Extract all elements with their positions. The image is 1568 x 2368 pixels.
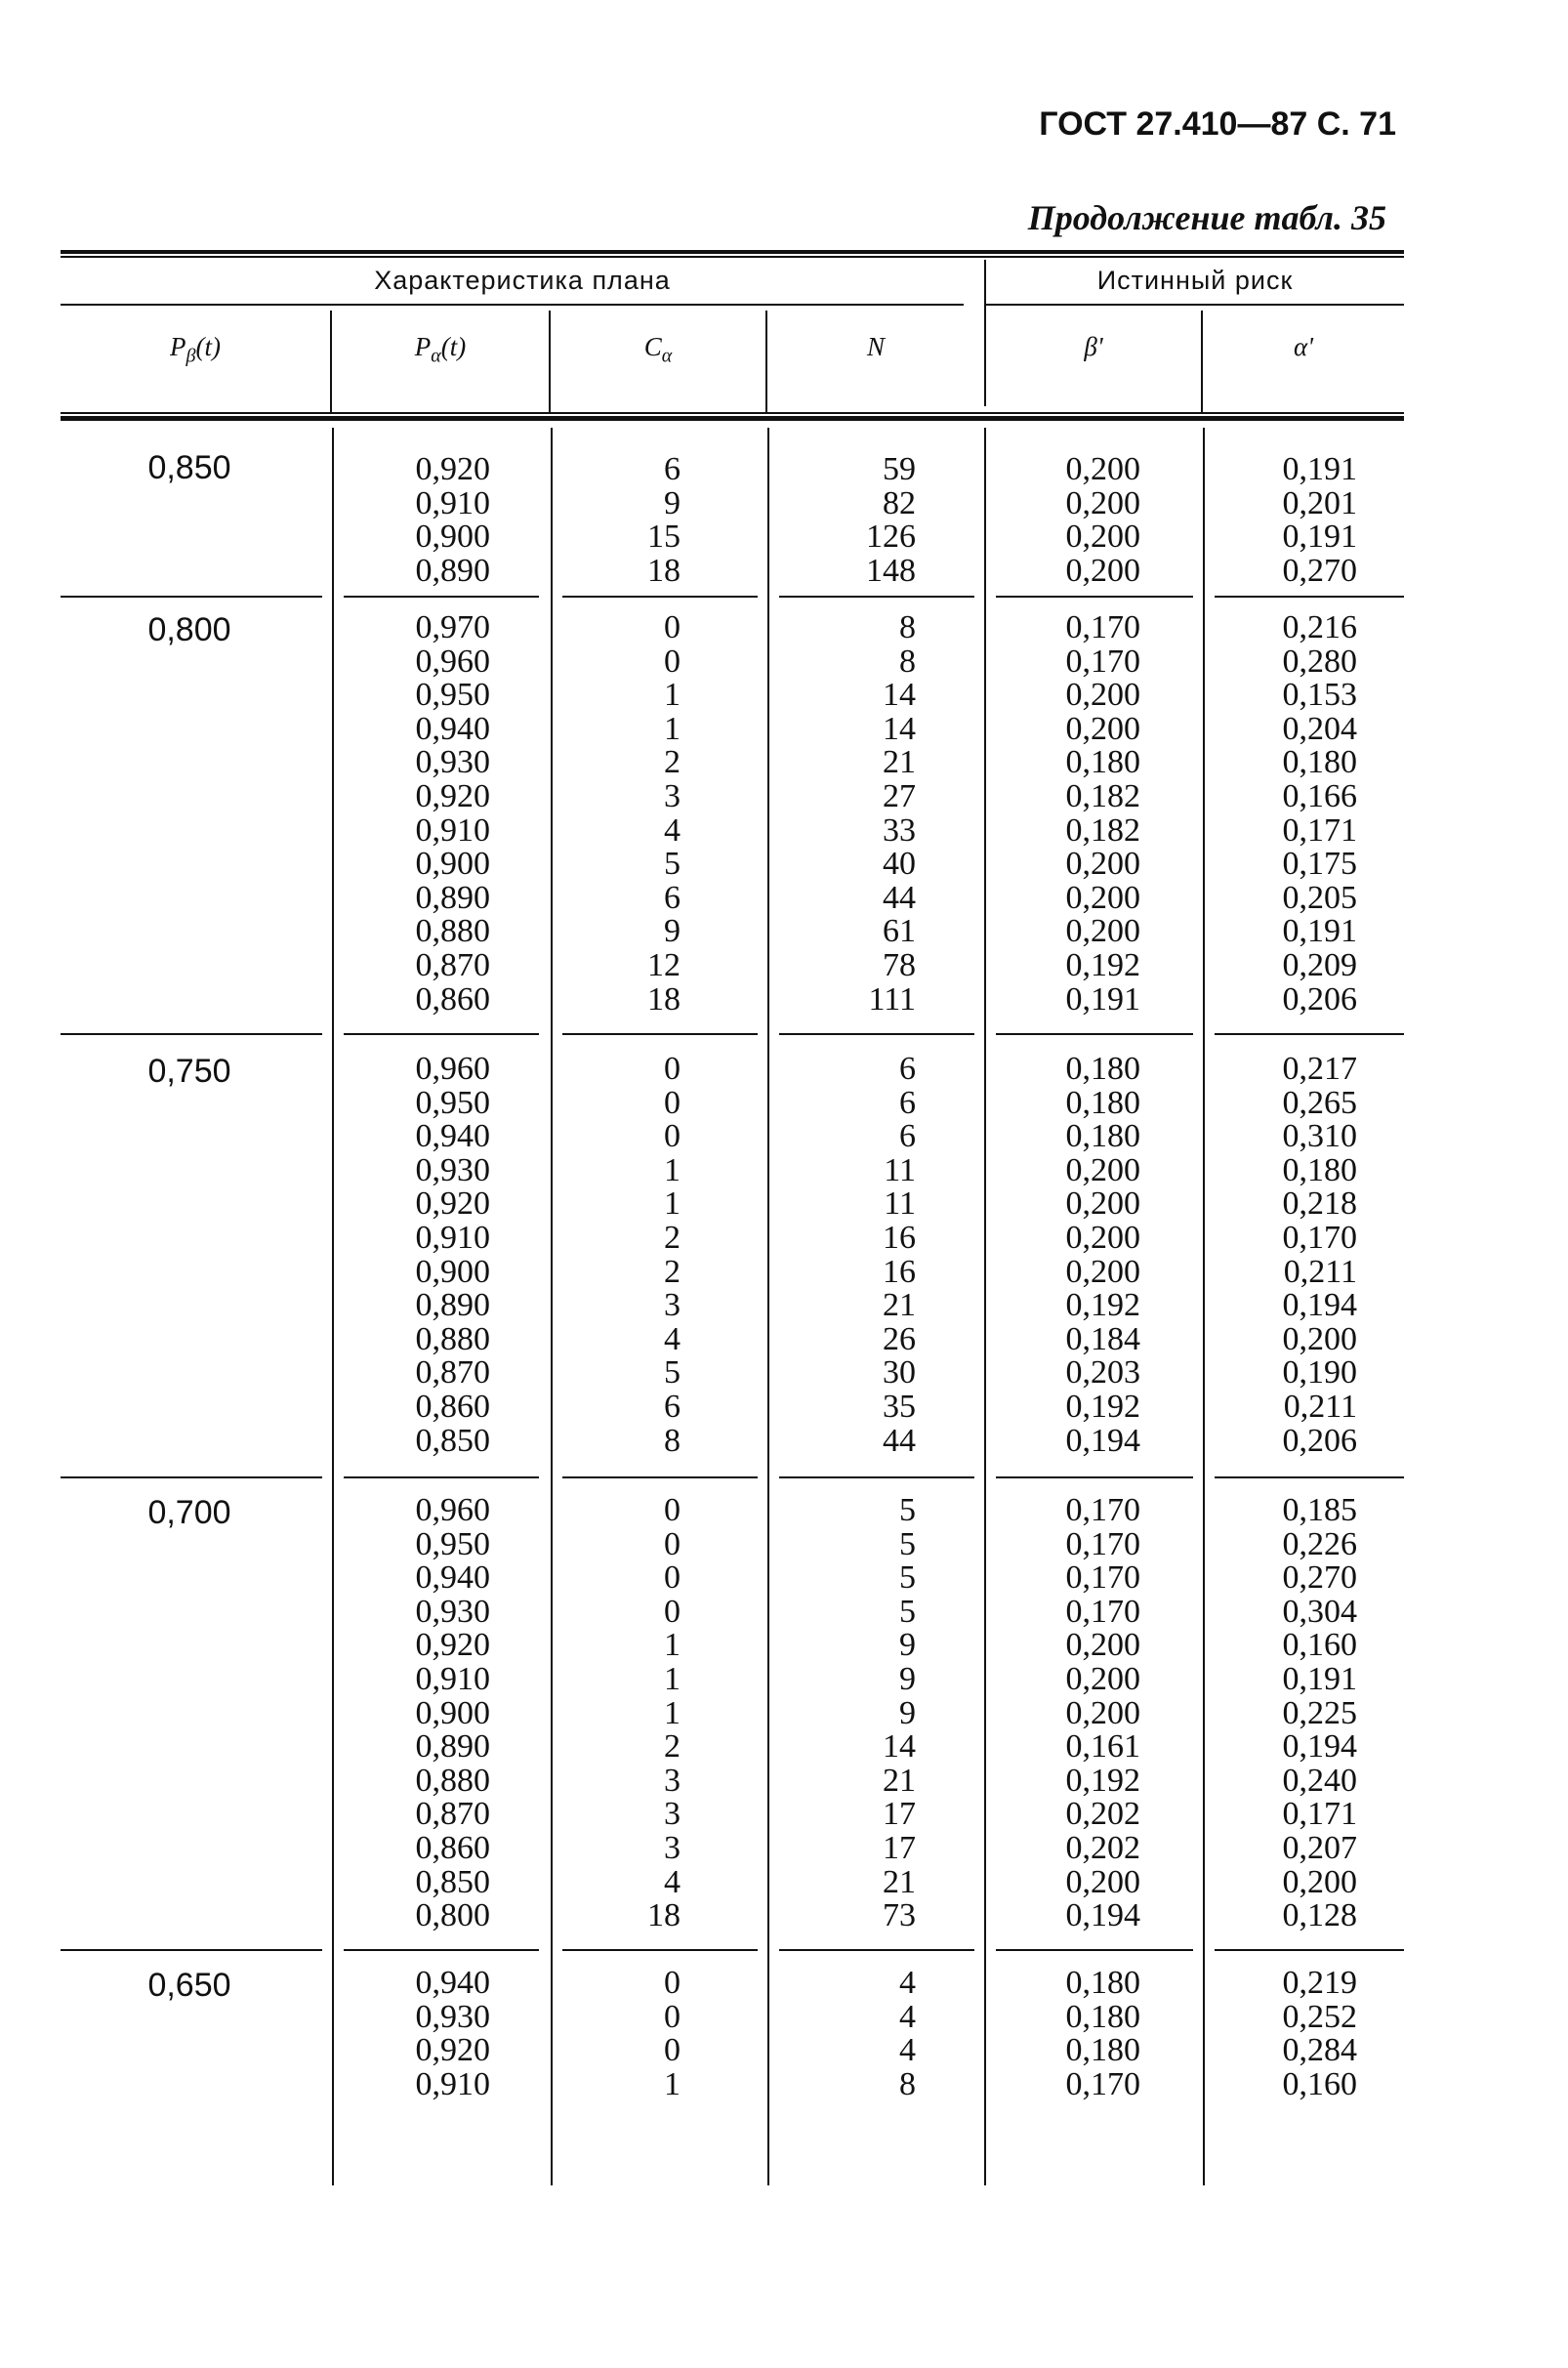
cell-alpha-true: 0,171 (1282, 1796, 1357, 1833)
cell-beta-true: 0,194 (1065, 1897, 1140, 1934)
group-label-p-beta: 0,850 (147, 449, 231, 486)
cell-alpha-true: 0,310 (1282, 1118, 1357, 1155)
cell-c-alpha: 3 (664, 1287, 681, 1324)
cell-n: 17 (883, 1796, 916, 1833)
group-separator-rule (1215, 1033, 1404, 1035)
cell-n: 16 (883, 1220, 916, 1256)
cell-beta-true: 0,203 (1065, 1354, 1140, 1392)
cell-beta-true: 0,180 (1065, 1118, 1140, 1155)
cell-alpha-true: 0,185 (1282, 1492, 1357, 1528)
cell-alpha-true: 0,211 (1283, 1253, 1357, 1290)
cell-n: 14 (883, 677, 916, 714)
group-separator-rule (61, 1476, 322, 1478)
group-label-p-beta: 0,700 (147, 1494, 231, 1531)
group-header-plan: Характеристика плана (374, 266, 671, 295)
cell-p-alpha: 0,890 (415, 879, 490, 916)
cell-c-alpha: 0 (664, 1118, 681, 1155)
cell-p-alpha: 0,900 (415, 519, 490, 556)
group-separator-rule (996, 1033, 1193, 1035)
cell-beta-true: 0,200 (1065, 451, 1140, 487)
cell-c-alpha: 9 (664, 484, 681, 521)
cell-n: 9 (899, 1661, 916, 1697)
cell-p-alpha: 0,860 (415, 1389, 490, 1425)
group-separator-rule (344, 596, 539, 598)
cell-n: 21 (883, 744, 916, 781)
cell-beta-true: 0,182 (1065, 811, 1140, 849)
cell-alpha-true: 0,191 (1282, 913, 1357, 950)
cell-beta-true: 0,200 (1065, 846, 1140, 883)
cell-n: 82 (883, 484, 916, 521)
cell-n: 14 (883, 710, 916, 747)
cell-alpha-true: 0,280 (1282, 643, 1357, 680)
cell-n: 9 (899, 1627, 916, 1664)
cell-c-alpha: 0 (664, 1965, 681, 2001)
cell-beta-true: 0,180 (1065, 1051, 1140, 1087)
cell-alpha-true: 0,218 (1282, 1185, 1357, 1223)
cell-p-alpha: 0,920 (415, 1627, 490, 1664)
col-header-c-alpha: $C_\alpha$ (643, 332, 673, 367)
cell-beta-true: 0,170 (1065, 643, 1140, 680)
cell-alpha-true: 0,128 (1282, 1897, 1357, 1934)
cell-alpha-true: 0,160 (1282, 2065, 1357, 2102)
group-header-risk: Истинный риск (1096, 266, 1294, 295)
cell-c-alpha: 0 (664, 643, 681, 680)
cell-alpha-true: 0,191 (1282, 451, 1357, 487)
header-bottom-rule-thick (61, 416, 1404, 421)
group-separator-rule (1215, 1476, 1404, 1478)
cell-n: 61 (883, 913, 916, 950)
cell-p-alpha: 0,860 (415, 980, 490, 1018)
cell-p-alpha: 0,920 (415, 778, 490, 814)
cell-p-alpha: 0,940 (415, 710, 490, 747)
cell-alpha-true: 0,171 (1282, 811, 1357, 849)
cell-c-alpha: 3 (664, 1796, 681, 1833)
group-separator-rule (779, 596, 974, 598)
cell-n: 5 (899, 1593, 916, 1630)
cell-alpha-true: 0,180 (1282, 744, 1357, 781)
cell-n: 5 (899, 1559, 916, 1597)
cell-alpha-true: 0,153 (1282, 677, 1357, 714)
cell-n: 44 (883, 879, 916, 916)
cell-p-alpha: 0,950 (415, 1525, 490, 1562)
cell-c-alpha: 1 (664, 1627, 681, 1664)
cell-beta-true: 0,200 (1065, 519, 1140, 556)
cell-c-alpha: 3 (664, 1762, 681, 1799)
cell-p-alpha: 0,930 (415, 1151, 490, 1188)
cell-n: 44 (883, 1422, 916, 1459)
cell-beta-true: 0,180 (1065, 2032, 1140, 2069)
cell-p-alpha: 0,910 (415, 484, 490, 521)
cell-c-alpha: 0 (664, 1084, 681, 1121)
cell-n: 21 (883, 1287, 916, 1324)
cell-p-alpha: 0,930 (415, 1593, 490, 1630)
cell-n: 4 (899, 1965, 916, 2001)
cell-p-alpha: 0,900 (415, 846, 490, 883)
cell-p-alpha: 0,920 (415, 2032, 490, 2069)
cell-c-alpha: 1 (664, 1185, 681, 1223)
cell-n: 6 (899, 1118, 916, 1155)
cell-c-alpha: 8 (664, 1422, 681, 1459)
cell-c-alpha: 6 (664, 1389, 681, 1425)
cell-beta-true: 0,170 (1065, 609, 1140, 645)
cell-alpha-true: 0,191 (1282, 1661, 1357, 1697)
cell-alpha-true: 0,206 (1282, 980, 1357, 1018)
cell-c-alpha: 4 (664, 811, 681, 849)
cell-beta-true: 0,180 (1065, 1998, 1140, 2035)
cell-alpha-true: 0,225 (1282, 1694, 1357, 1731)
group-label-p-beta: 0,800 (147, 611, 231, 648)
cell-p-alpha: 0,930 (415, 744, 490, 781)
cell-alpha-true: 0,265 (1282, 1084, 1357, 1121)
cell-c-alpha: 0 (664, 1525, 681, 1562)
cell-n: 26 (883, 1320, 916, 1357)
group-separator-rule (779, 1033, 974, 1035)
page-header: ГОСТ 27.410—87 С. 71 (1039, 105, 1396, 143)
cell-beta-true: 0,200 (1065, 677, 1140, 714)
cell-n: 4 (899, 2032, 916, 2069)
cell-p-alpha: 0,900 (415, 1253, 490, 1290)
cell-p-alpha: 0,890 (415, 552, 490, 589)
cell-n: 78 (883, 947, 916, 983)
cell-beta-true: 0,200 (1065, 552, 1140, 589)
cell-c-alpha: 1 (664, 1694, 681, 1731)
cell-beta-true: 0,202 (1065, 1796, 1140, 1833)
cell-alpha-true: 0,252 (1282, 1998, 1357, 2035)
cell-c-alpha: 0 (664, 1051, 681, 1087)
cell-c-alpha: 18 (647, 1897, 681, 1934)
cell-p-alpha: 0,800 (415, 1897, 490, 1934)
header-bottom-rule (61, 412, 1404, 414)
cell-beta-true: 0,200 (1065, 1185, 1140, 1223)
cell-c-alpha: 3 (664, 1830, 681, 1866)
cell-alpha-true: 0,160 (1282, 1627, 1357, 1664)
cell-n: 8 (899, 2065, 916, 2102)
cell-c-alpha: 0 (664, 1492, 681, 1528)
cell-c-alpha: 3 (664, 778, 681, 814)
cell-n: 21 (883, 1762, 916, 1799)
group-separator-rule (779, 1476, 974, 1478)
col-header-p-beta: $P_\beta(t)$ (170, 332, 221, 367)
group-separator-rule (562, 596, 758, 598)
cell-alpha-true: 0,217 (1282, 1051, 1357, 1087)
cell-p-alpha: 0,960 (415, 1492, 490, 1528)
cell-alpha-true: 0,170 (1282, 1220, 1357, 1256)
cell-n: 6 (899, 1084, 916, 1121)
cell-n: 40 (883, 846, 916, 883)
cell-alpha-true: 0,284 (1282, 2032, 1357, 2069)
cell-n: 8 (899, 643, 916, 680)
cell-p-alpha: 0,920 (415, 451, 490, 487)
cell-alpha-true: 0,205 (1282, 879, 1357, 916)
cell-beta-true: 0,200 (1065, 1694, 1140, 1731)
cell-alpha-true: 0,304 (1282, 1593, 1357, 1630)
cell-beta-true: 0,170 (1065, 1559, 1140, 1597)
cell-beta-true: 0,192 (1065, 1762, 1140, 1799)
cell-c-alpha: 1 (664, 2065, 681, 2102)
cell-n: 35 (883, 1389, 916, 1425)
group-label-p-beta: 0,750 (147, 1053, 231, 1090)
cell-p-alpha: 0,940 (415, 1559, 490, 1597)
cell-beta-true: 0,182 (1065, 778, 1140, 814)
cell-p-alpha: 0,930 (415, 1998, 490, 2035)
cell-alpha-true: 0,166 (1282, 778, 1357, 814)
cell-c-alpha: 9 (664, 913, 681, 950)
cell-c-alpha: 0 (664, 1593, 681, 1630)
cell-n: 16 (883, 1253, 916, 1290)
group-separator-rule (61, 1033, 322, 1035)
cell-p-alpha: 0,950 (415, 1084, 490, 1121)
cell-p-alpha: 0,940 (415, 1965, 490, 2001)
cell-c-alpha: 15 (647, 519, 681, 556)
cell-p-alpha: 0,910 (415, 1661, 490, 1697)
cell-n: 27 (883, 778, 916, 814)
group-separator-rule (61, 596, 322, 598)
cell-alpha-true: 0,201 (1282, 484, 1357, 521)
group-separator-rule (562, 1033, 758, 1035)
group-separator-rule (779, 1949, 974, 1951)
cell-p-alpha: 0,900 (415, 1694, 490, 1731)
cell-p-alpha: 0,860 (415, 1830, 490, 1866)
cell-n: 33 (883, 811, 916, 849)
cell-n: 5 (899, 1492, 916, 1528)
cell-c-alpha: 1 (664, 677, 681, 714)
cell-n: 59 (883, 451, 916, 487)
cell-alpha-true: 0,194 (1282, 1287, 1357, 1324)
cell-c-alpha: 5 (664, 846, 681, 883)
cell-beta-true: 0,192 (1065, 1389, 1140, 1425)
cell-c-alpha: 18 (647, 980, 681, 1018)
cell-beta-true: 0,200 (1065, 710, 1140, 747)
cell-n: 17 (883, 1830, 916, 1866)
cell-alpha-true: 0,211 (1283, 1389, 1357, 1425)
cell-beta-true: 0,170 (1065, 1525, 1140, 1562)
group-separator-rule (344, 1949, 539, 1951)
cell-beta-true: 0,200 (1065, 1627, 1140, 1664)
cell-n: 126 (866, 519, 916, 556)
cell-beta-true: 0,194 (1065, 1422, 1140, 1459)
group-separator-rule (996, 1949, 1193, 1951)
cell-beta-true: 0,180 (1065, 744, 1140, 781)
cell-alpha-true: 0,206 (1282, 1422, 1357, 1459)
cell-n: 148 (866, 552, 916, 589)
cell-alpha-true: 0,270 (1282, 1559, 1357, 1597)
cell-c-alpha: 18 (647, 552, 681, 589)
cell-alpha-true: 0,175 (1282, 846, 1357, 883)
group-separator-rule (996, 596, 1193, 598)
cell-alpha-true: 0,226 (1282, 1525, 1357, 1562)
cell-p-alpha: 0,880 (415, 1762, 490, 1799)
group-label-p-beta: 0,650 (147, 1967, 231, 2004)
cell-n: 9 (899, 1694, 916, 1731)
cell-c-alpha: 12 (647, 947, 681, 983)
cell-p-alpha: 0,940 (415, 1118, 490, 1155)
cell-p-alpha: 0,970 (415, 609, 490, 645)
cell-n: 14 (883, 1728, 916, 1766)
cell-n: 11 (884, 1151, 916, 1188)
cell-beta-true: 0,170 (1065, 2065, 1140, 2102)
cell-c-alpha: 1 (664, 1661, 681, 1697)
cell-p-alpha: 0,890 (415, 1728, 490, 1766)
cell-alpha-true: 0,207 (1282, 1830, 1357, 1866)
cell-beta-true: 0,200 (1065, 1863, 1140, 1900)
cell-beta-true: 0,192 (1065, 947, 1140, 983)
cell-n: 11 (884, 1185, 916, 1223)
cell-c-alpha: 5 (664, 1354, 681, 1392)
cell-n: 4 (899, 1998, 916, 2035)
cell-p-alpha: 0,920 (415, 1185, 490, 1223)
table-top-rule (61, 250, 1404, 254)
cell-c-alpha: 0 (664, 1998, 681, 2035)
table-continuation-caption: Продолжение табл. 35 (1027, 198, 1386, 237)
group-separator-rule (344, 1476, 539, 1478)
cell-alpha-true: 0,209 (1282, 947, 1357, 983)
group-separator-rule (344, 1033, 539, 1035)
cell-alpha-true: 0,190 (1282, 1354, 1357, 1392)
cell-n: 73 (883, 1897, 916, 1934)
cell-n: 111 (868, 980, 916, 1018)
cell-c-alpha: 2 (664, 744, 681, 781)
cell-p-alpha: 0,910 (415, 1220, 490, 1256)
cell-n: 5 (899, 1525, 916, 1562)
cell-alpha-true: 0,219 (1282, 1965, 1357, 2001)
col-header-n: N (866, 332, 885, 361)
cell-p-alpha: 0,910 (415, 811, 490, 849)
cell-p-alpha: 0,960 (415, 643, 490, 680)
cell-c-alpha: 2 (664, 1728, 681, 1766)
cell-c-alpha: 1 (664, 710, 681, 747)
cell-alpha-true: 0,204 (1282, 710, 1357, 747)
cell-beta-true: 0,200 (1065, 1253, 1140, 1290)
cell-p-alpha: 0,960 (415, 1051, 490, 1087)
cell-beta-true: 0,200 (1065, 1661, 1140, 1697)
cell-beta-true: 0,170 (1065, 1593, 1140, 1630)
cell-p-alpha: 0,910 (415, 2065, 490, 2102)
cell-beta-true: 0,180 (1065, 1965, 1140, 2001)
cell-alpha-true: 0,216 (1282, 609, 1357, 645)
cell-n: 8 (899, 609, 916, 645)
cell-c-alpha: 1 (664, 1151, 681, 1188)
group-separator-rule (61, 1949, 322, 1951)
cell-p-alpha: 0,870 (415, 1796, 490, 1833)
cell-alpha-true: 0,270 (1282, 552, 1357, 589)
cell-beta-true: 0,184 (1065, 1320, 1140, 1357)
cell-c-alpha: 4 (664, 1320, 681, 1357)
cell-alpha-true: 0,200 (1282, 1863, 1357, 1900)
cell-alpha-true: 0,240 (1282, 1762, 1357, 1799)
cell-c-alpha: 0 (664, 1559, 681, 1597)
cell-c-alpha: 2 (664, 1220, 681, 1256)
cell-beta-true: 0,191 (1065, 980, 1140, 1018)
cell-beta-true: 0,200 (1065, 879, 1140, 916)
cell-p-alpha: 0,880 (415, 1320, 490, 1357)
cell-n: 30 (883, 1354, 916, 1392)
cell-beta-true: 0,192 (1065, 1287, 1140, 1324)
cell-beta-true: 0,200 (1065, 484, 1140, 521)
cell-beta-true: 0,200 (1065, 1151, 1140, 1188)
col-header-p-alpha: $P_\alpha(t)$ (414, 332, 467, 367)
cell-n: 6 (899, 1051, 916, 1087)
col-header-alpha-true: α' (1294, 332, 1313, 361)
cell-p-alpha: 0,850 (415, 1863, 490, 1900)
cell-c-alpha: 0 (664, 609, 681, 645)
group-separator-rule (1215, 596, 1404, 598)
cell-c-alpha: 6 (664, 451, 681, 487)
cell-p-alpha: 0,850 (415, 1422, 490, 1459)
cell-alpha-true: 0,191 (1282, 519, 1357, 556)
cell-p-alpha: 0,880 (415, 913, 490, 950)
col-header-beta-true: β' (1084, 332, 1103, 361)
cell-beta-true: 0,161 (1065, 1728, 1140, 1766)
cell-beta-true: 0,200 (1065, 1220, 1140, 1256)
cell-c-alpha: 6 (664, 879, 681, 916)
cell-beta-true: 0,180 (1065, 1084, 1140, 1121)
cell-alpha-true: 0,200 (1282, 1320, 1357, 1357)
cell-p-alpha: 0,870 (415, 1354, 490, 1392)
group-separator-rule (1215, 1949, 1404, 1951)
cell-p-alpha: 0,870 (415, 947, 490, 983)
group-separator-rule (996, 1476, 1193, 1478)
cell-beta-true: 0,170 (1065, 1492, 1140, 1528)
cell-p-alpha: 0,890 (415, 1287, 490, 1324)
group-separator-rule (562, 1476, 758, 1478)
cell-alpha-true: 0,180 (1282, 1151, 1357, 1188)
cell-n: 21 (883, 1863, 916, 1900)
cell-c-alpha: 0 (664, 2032, 681, 2069)
cell-beta-true: 0,202 (1065, 1830, 1140, 1866)
cell-alpha-true: 0,194 (1282, 1728, 1357, 1766)
cell-c-alpha: 2 (664, 1253, 681, 1290)
group-separator-rule (562, 1949, 758, 1951)
table-top-rule-thin (61, 256, 1404, 258)
cell-c-alpha: 4 (664, 1863, 681, 1900)
cell-p-alpha: 0,950 (415, 677, 490, 714)
cell-beta-true: 0,200 (1065, 913, 1140, 950)
